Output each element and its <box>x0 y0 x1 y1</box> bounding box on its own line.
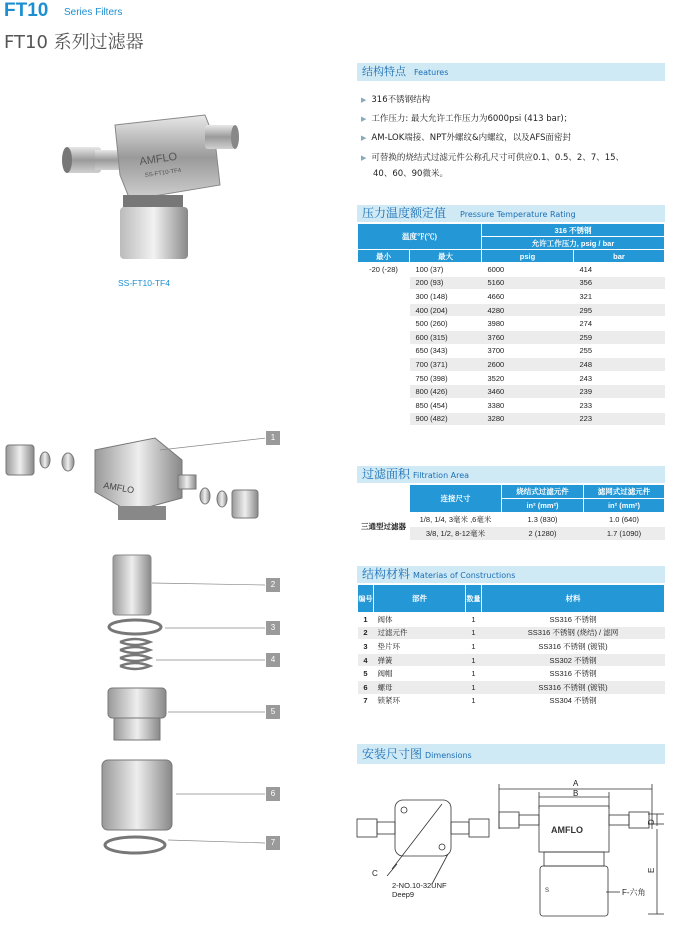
th-psig: psig <box>482 250 574 263</box>
dim-label-c: C <box>372 869 378 878</box>
material-row <box>358 694 665 708</box>
no-cell: 4 <box>358 653 374 667</box>
series-subtitle: Series Filters <box>64 7 123 18</box>
th-unit: in² (mm²) <box>502 499 584 513</box>
product-photo <box>55 95 245 270</box>
series-code: FT10 <box>4 0 49 21</box>
bar-cell: 223 <box>574 412 665 426</box>
material-row <box>358 626 665 640</box>
max-temp-cell: 800 (426) <box>410 385 482 399</box>
filtration-table <box>357 484 665 541</box>
features-title-en: Features <box>414 68 449 77</box>
no-cell: 7 <box>358 694 374 708</box>
psig-cell: 4660 <box>482 290 574 304</box>
min-temp-cell <box>358 303 410 317</box>
th-part: 部件 <box>374 585 466 613</box>
th-pressure: 允许工作压力, psig / bar <box>482 237 665 250</box>
mat-cell: SS316 不锈钢 <box>482 613 665 627</box>
min-temp-cell <box>358 344 410 358</box>
part-cell: 弹簧 <box>374 653 466 667</box>
bar-cell: 248 <box>574 358 665 372</box>
no-cell: 3 <box>358 640 374 654</box>
sintered-cell: 2 (1280) <box>502 527 584 541</box>
psig-cell: 3460 <box>482 385 574 399</box>
pressure-row <box>358 371 665 385</box>
mat-cell: SS316 不锈钢 (镀银) <box>482 640 665 654</box>
th-bar: bar <box>574 250 665 263</box>
min-temp-cell <box>358 276 410 290</box>
bar-cell: 255 <box>574 344 665 358</box>
dimension-drawing <box>352 774 670 924</box>
bar-cell: 295 <box>574 303 665 317</box>
th-no: 编号 <box>358 585 374 613</box>
psig-cell: 3380 <box>482 398 574 412</box>
qty-cell: 1 <box>466 667 482 681</box>
max-temp-cell: 100 (37) <box>410 263 482 277</box>
max-temp-cell: 400 (204) <box>410 303 482 317</box>
dim-brand: AMFLO <box>551 825 583 835</box>
pressure-row <box>358 276 665 290</box>
max-temp-cell: 200 (93) <box>410 276 482 290</box>
th-conn: 连接尺寸 <box>410 485 502 513</box>
max-temp-cell: 600 (315) <box>410 330 482 344</box>
dim-label-f: F-六角 <box>622 888 646 897</box>
materials-title: 结构材料 <box>362 567 411 581</box>
bullet-icon: ▶ <box>361 134 367 142</box>
material-row <box>358 613 665 627</box>
bullet-icon: ▶ <box>361 96 367 104</box>
pressure-header <box>357 205 665 222</box>
pressure-row <box>358 330 665 344</box>
part-cell: 过滤元件 <box>374 626 466 640</box>
features-title: 结构特点 <box>362 65 406 78</box>
th-qty: 数量 <box>466 585 482 613</box>
th-material: 316 不锈钢 <box>482 224 665 237</box>
filtration-title: 过滤面积 <box>362 467 411 481</box>
feature-item: ▶ 可替换的烧结式过滤元件公称孔尺寸可供应0.1、0.5、2、7、15、 <box>361 153 625 163</box>
min-temp-cell <box>358 385 410 399</box>
pressure-row <box>358 303 665 317</box>
dim-deep: Deep9 <box>392 890 415 899</box>
photo-caption: SS-FT10-TF4 <box>118 278 170 288</box>
qty-cell: 1 <box>466 640 482 654</box>
mat-cell: SS316 不锈钢 (烧结) / 滤网 <box>482 626 665 640</box>
bullet-icon: ▶ <box>361 154 367 162</box>
min-temp-cell <box>358 290 410 304</box>
conn-cell: 1/8, 1/4, 3毫米 ,6毫米 <box>410 513 502 527</box>
features-header <box>357 63 665 81</box>
qty-cell: 1 <box>466 613 482 627</box>
bar-cell: 274 <box>574 317 665 331</box>
qty-cell: 1 <box>466 626 482 640</box>
mesh-cell: 1.7 (1090) <box>584 527 665 541</box>
dim-label-b: B <box>573 789 579 798</box>
th-unit2: in² (mm²) <box>584 499 665 513</box>
psig-cell: 6000 <box>482 263 574 277</box>
bar-cell: 321 <box>574 290 665 304</box>
feature-item: ▶ AM-LOK端接、NPT外螺纹&内螺纹，以及AFS面密封 <box>361 133 572 143</box>
materials-title-en: Materias of Constructions <box>413 571 516 580</box>
feature-item-cont: 40、60、90微米。 <box>373 169 448 179</box>
part-cell: 螺母 <box>374 680 466 694</box>
min-temp-cell <box>358 398 410 412</box>
psig-cell: 3760 <box>482 330 574 344</box>
exploded-view <box>0 420 265 860</box>
qty-cell: 1 <box>466 680 482 694</box>
dim-label-d: D <box>647 819 656 825</box>
dimensions-title: 安装尺寸图 <box>362 747 423 761</box>
materials-header <box>357 566 665 583</box>
no-cell: 6 <box>358 680 374 694</box>
max-temp-cell: 700 (371) <box>410 358 482 372</box>
photo-marking: SS-FT10-TF4 <box>144 167 182 179</box>
photo-brand: AMFLO <box>138 150 178 168</box>
callout-5: 5 <box>266 705 280 719</box>
pressure-row <box>358 398 665 412</box>
psig-cell: 2600 <box>482 358 574 372</box>
th-max: 最大 <box>410 250 482 263</box>
callout-1: 1 <box>266 431 280 445</box>
max-temp-cell: 900 (482) <box>410 412 482 426</box>
part-cell: 阀帽 <box>374 667 466 681</box>
callout-3: 3 <box>266 621 280 635</box>
materials-table <box>357 584 665 708</box>
feature-item: ▶ 316不锈钢结构 <box>361 95 431 105</box>
material-row <box>358 640 665 654</box>
page-title: FT10 系列过滤器 <box>4 32 144 53</box>
min-temp-cell <box>358 412 410 426</box>
dimensions-title-en: Dimensions <box>425 751 472 760</box>
min-temp-cell <box>358 371 410 385</box>
bullet-icon: ▶ <box>361 115 367 123</box>
pressure-row <box>358 412 665 426</box>
bar-cell: 239 <box>574 385 665 399</box>
qty-cell: 1 <box>466 653 482 667</box>
pressure-row <box>358 358 665 372</box>
bar-cell: 233 <box>574 398 665 412</box>
filter-type: 三通型过滤器 <box>358 513 410 541</box>
dim-mark: S <box>545 888 550 894</box>
bar-cell: 243 <box>574 371 665 385</box>
th-sintered: 烧结式过滤元件 <box>502 485 584 499</box>
max-temp-cell: 650 (343) <box>410 344 482 358</box>
pressure-row <box>358 344 665 358</box>
part-cell: 阀体 <box>374 613 466 627</box>
material-row <box>358 653 665 667</box>
dim-thread: 2-NO.10-32UNF <box>392 881 447 890</box>
min-temp-cell: -20 (-28) <box>358 263 410 277</box>
no-cell: 5 <box>358 667 374 681</box>
pressure-row <box>358 385 665 399</box>
min-temp-cell <box>358 358 410 372</box>
bar-cell: 414 <box>574 263 665 277</box>
psig-cell: 5160 <box>482 276 574 290</box>
max-temp-cell: 300 (148) <box>410 290 482 304</box>
pressure-row <box>358 263 665 277</box>
feature-item: ▶ 工作压力: 最大允许工作压力为6000psi (413 bar)； <box>361 114 573 124</box>
th-mesh: 滤网式过滤元件 <box>584 485 665 499</box>
no-cell: 1 <box>358 613 374 627</box>
pressure-title: 压力温度额定值 <box>362 206 447 220</box>
qty-cell: 1 <box>466 694 482 708</box>
bar-cell: 259 <box>574 330 665 344</box>
th-min: 最小 <box>358 250 410 263</box>
min-temp-cell <box>358 317 410 331</box>
th-temp: 温度℉(℃) <box>358 224 482 250</box>
part-cell: 锁紧环 <box>374 694 466 708</box>
psig-cell: 3520 <box>482 371 574 385</box>
exploded-brand: AMFLO <box>102 480 135 496</box>
material-row <box>358 667 665 681</box>
th-mat: 材料 <box>482 585 665 613</box>
max-temp-cell: 750 (398) <box>410 371 482 385</box>
psig-cell: 4280 <box>482 303 574 317</box>
filtration-title-en: Filtration Area <box>413 471 470 480</box>
dim-label-e: E <box>647 867 656 873</box>
callout-7: 7 <box>266 836 280 850</box>
pressure-row <box>358 290 665 304</box>
sintered-cell: 1.3 (830) <box>502 513 584 527</box>
psig-cell: 3980 <box>482 317 574 331</box>
mat-cell: SS316 不锈钢 <box>482 667 665 681</box>
pressure-title-en: Pressure Temperature Rating <box>460 210 576 219</box>
conn-cell: 3/8, 1/2, 8-12毫米 <box>410 527 502 541</box>
mat-cell: SS304 不锈钢 <box>482 694 665 708</box>
dimensions-header <box>357 744 665 764</box>
max-temp-cell: 850 (454) <box>410 398 482 412</box>
callout-4: 4 <box>266 653 280 667</box>
max-temp-cell: 500 (260) <box>410 317 482 331</box>
psig-cell: 3280 <box>482 412 574 426</box>
material-row <box>358 680 665 694</box>
psig-cell: 3700 <box>482 344 574 358</box>
filtration-header <box>357 466 665 483</box>
mat-cell: SS316 不锈钢 (镀银) <box>482 680 665 694</box>
pressure-table <box>357 223 665 426</box>
callout-6: 6 <box>266 787 280 801</box>
callout-2: 2 <box>266 578 280 592</box>
no-cell: 2 <box>358 626 374 640</box>
dim-label-a: A <box>573 779 579 788</box>
part-cell: 垫片环 <box>374 640 466 654</box>
bar-cell: 356 <box>574 276 665 290</box>
mat-cell: SS302 不锈钢 <box>482 653 665 667</box>
pressure-row <box>358 317 665 331</box>
mesh-cell: 1.0 (640) <box>584 513 665 527</box>
min-temp-cell <box>358 330 410 344</box>
